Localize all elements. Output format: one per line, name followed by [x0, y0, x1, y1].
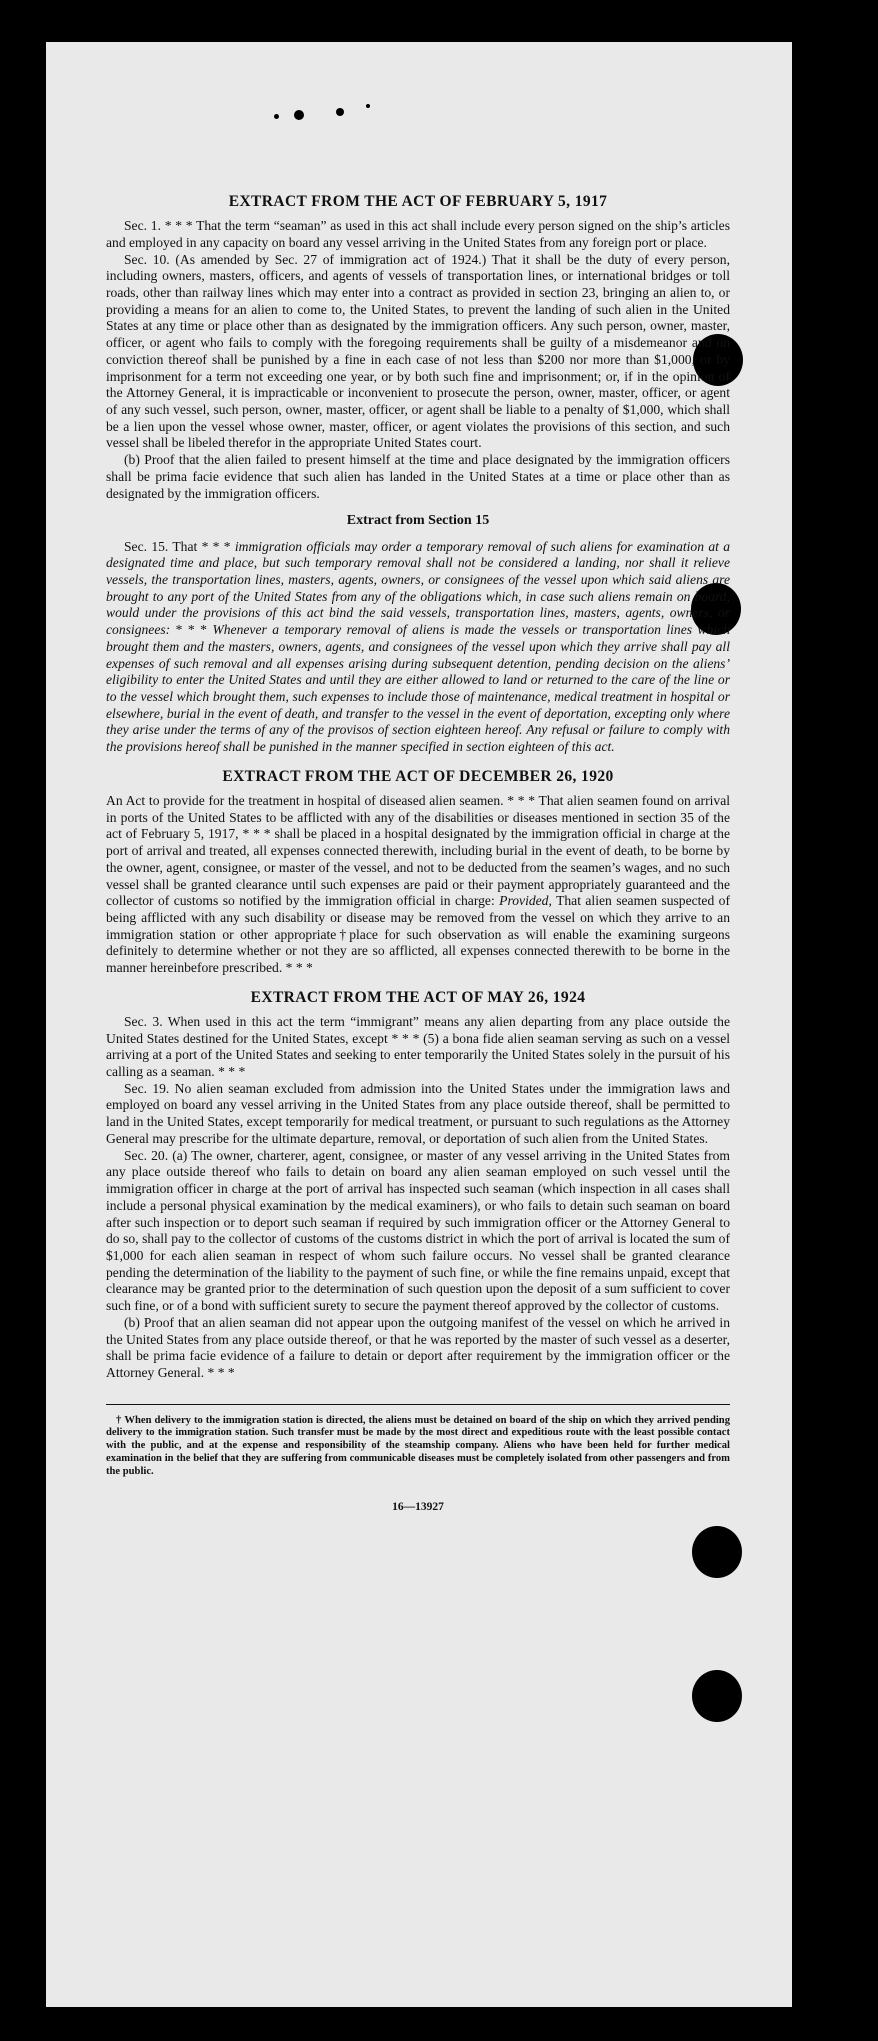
heading-act-1920: EXTRACT FROM THE ACT OF DECEMBER 26, 1920 — [222, 767, 614, 785]
footnote — [106, 1415, 730, 1479]
act-1920-text-1: An Act to provide for the treatment in hospital of diseased alien seamen. * * * That alien seamen found on arrival in ports of the United States to be afflicted with any of the disabilities or diseases mentioned in section 35 of the act of February 5, 1917, * * * shall be placed in a hospital designated by the immigration official in charge at the port of arrival and treated, all expenses connected therewith, including burial in the event of death, to be borne by the owner, agent, consignee, or master of the vessel, and not to be deducted from the seamen’s wages, and no such vessel shall be granted clearance until such expenses are paid or their payment appropriately guaranteed and the collector of customs so notified by the immigration official in charge: — [106, 792, 730, 909]
section-15-italic-1: immigration officials may order a temporary removal of such aliens for examination at a designated time and place, but such temporary removal shall not be considered a landing, nor shall it relieve vessels, the transportation lines, masters, agents, owners, or consignees of the vessel upon which said aliens are brought to any port of the United States from any of the obligations which, in case such aliens remain on board, would under the provisions of this act bind the said vessels, transportation lines, masters, agents, owners, or consignees: — [106, 538, 730, 638]
act-1920-text-2: That alien seamen suspected of being afflicted with any such disability or disease may be removed from the vessel on which they arrive to an immigration station or other appropriate†place for such observation as will enable the examining surgeons definitely to determine whether or not they are so afflicted, all expenses connected therewith to be borne in the manner hereinbefore prescribed. * * * — [106, 893, 731, 976]
punch-hole-3 — [692, 1526, 742, 1578]
speck — [294, 110, 304, 120]
section-10-b-paragraph: (b) Proof that the alien failed to present himself at the time and place designated by the immigration officers shall be prima facie evidence that such alien has landed in the United States at a time or place other than as designated by the immigration officers. — [106, 452, 730, 501]
section-20-b-paragraph: (b) Proof that an alien seaman did not appear upon the outgoing manifest of the vessel on which he arrived in the United States from any place outside thereof, or that he was reported by the master of such vessel as a deserter, shall be prima facie evidence of a failure to detain or deport after requirement by the immigration officer or the Attorney General. * * * — [106, 1314, 730, 1380]
section-15-paragraph — [106, 539, 730, 756]
heading-act-1917: EXTRACT FROM THE ACT OF FEBRUARY 5, 1917 — [228, 193, 608, 210]
section-10-paragraph: Sec. 10. (As amended by Sec. 27 of immigration act of 1924.) That it shall be the duty of every person, including owners, masters, officers, and agents of vessels of transportation lines, or international bridges or toll roads, other than railway lines which may enter into a contract as provided in section 23, bringing an alien to, or providing a means for an alien to come to, the United States, to prevent the landing of such alien in the United States at any time or place other than as designated by the immigration officers. Any such person, owner, master, officer, or agent who fails to comply with the foregoing requirements shall be guilty of a misdemeanor and on conviction thereof shall be punished by a fine in each case of not less than $200 nor more than $1,000, or by imprisonment for a term not exceeding one year, or by both such fine and imprisonment; or, if in the opinion of the Attorney General, it is impracticable or inconvenient to prosecute the person, owner, master, officer, or agent of any such vessel, such person, owner, master, officer, or agent shall be liable to a penalty of $1,000, which shall be a lien upon the vessel whose owner, master, officer, or agent violates the provisions of this section, and such vessel shall be libeled therefor in the appropriate United States court. — [106, 251, 730, 451]
heading-section-15: Extract from Section 15 — [346, 513, 490, 529]
form-number: 16—13927 — [392, 1501, 444, 1514]
heading-act-1924: EXTRACT FROM THE ACT OF MAY 26, 1924 — [250, 988, 586, 1006]
section-15-lead: Sec. 15. That * * * — [124, 538, 235, 554]
punch-hole-4 — [692, 1670, 742, 1722]
section-1-paragraph: Sec. 1. * * * That the term “seaman” as used in this act shall include every person signed on the ship’s articles and employed in any capacity on board any vessel arriving in the United States from any foreign port or place. — [106, 218, 730, 250]
section-15-italic-2: Whenever a temporary removal of aliens is made the vessels or transportation lines which brought them and the masters, owners, agents, and consignees of the vessel upon which they arrive shall pay all expenses of such removal and all expenses arising during subsequent detention, pending decision on the aliens’ eligibility to enter the United States and until they are either allowed to land or returned to the care of the line or to the vessel which brought them, such expenses to include those of maintenance, medical treatment in hospital or elsewhere, burial in the event of death, and transfer to the vessel in the event of deportation, excepting only where they arise under the terms of any of the provisos of section eighteen hereof. Any refusal or failure to comply with the provisions hereof shall be punished in the manner specified in section eighteen of this act. — [106, 622, 730, 755]
footnote-divider — [106, 1404, 730, 1405]
document-body — [106, 192, 730, 1514]
section-19-paragraph: Sec. 19. No alien seaman excluded from admission into the United States under the immigration laws and employed on board any vessel arriving in the United States from any place outside thereof, shall be permitted to land in the United States, except temporarily for medical treatment, or pursuant to such regulations as the Attorney General may prescribe for the ultimate departure, removal, or deportation of such alien from the United States. — [106, 1080, 730, 1146]
speck — [336, 108, 344, 116]
act-1920-paragraph — [106, 793, 730, 977]
speck — [274, 114, 279, 119]
footnote-text: † When delivery to the immigration station is directed, the aliens must be detained on board of the ship on which they arrived pending delivery to the immigration station. Such transfer must be made by the most direct and expeditious route with the least possible contact with the public, and at the expense and responsibility of the steamship company. Aliens who have been held for further medical examination in the belief that they are suffering from communicable diseases must be completely isolated from other passengers and from the public. — [106, 1414, 730, 1477]
section-3-paragraph: Sec. 3. When used in this act the term “immigrant” means any alien departing from any place outside the United States destined for the United States, except * * * (5) a bona fide alien seaman serving as such on a vessel arriving at a port of the United States and seeking to enter temporarily the United States solely in the pursuit of his calling as a seaman. * * * — [106, 1013, 730, 1080]
section-15-mid: * * * — [170, 622, 213, 638]
act-1920-provided: Provided, — [499, 893, 552, 909]
document-page — [46, 42, 792, 2007]
section-20-paragraph: Sec. 20. (a) The owner, charterer, agent, consignee, or master of any vessel arriving in the United States from any place outside thereof who fails to detain on board any alien seaman employed on such vessel until the immigration officer in charge at the port of arrival has inspected such seaman (which inspection in all cases shall include a personal physical examination by the medical examiners), or who fails to detain such seaman on board after such inspection or to deport such seaman if required by such immigration officer or the Attorney General to do so, shall pay to the collector of customs of the customs district in which the port of arrival is located the sum of $1,000 for each alien seaman in respect of whom such failure occurs. No vessel shall be granted clearance pending the determination of the liability to the payment of such fine, or while the fine remains unpaid, except that clearance may be granted prior to the determination of such question upon the deposit of a sum sufficient to cover such fine, or of a bond with sufficient surety to secure the payment thereof approved by the collector of customs. — [106, 1147, 730, 1314]
speck — [366, 104, 370, 108]
